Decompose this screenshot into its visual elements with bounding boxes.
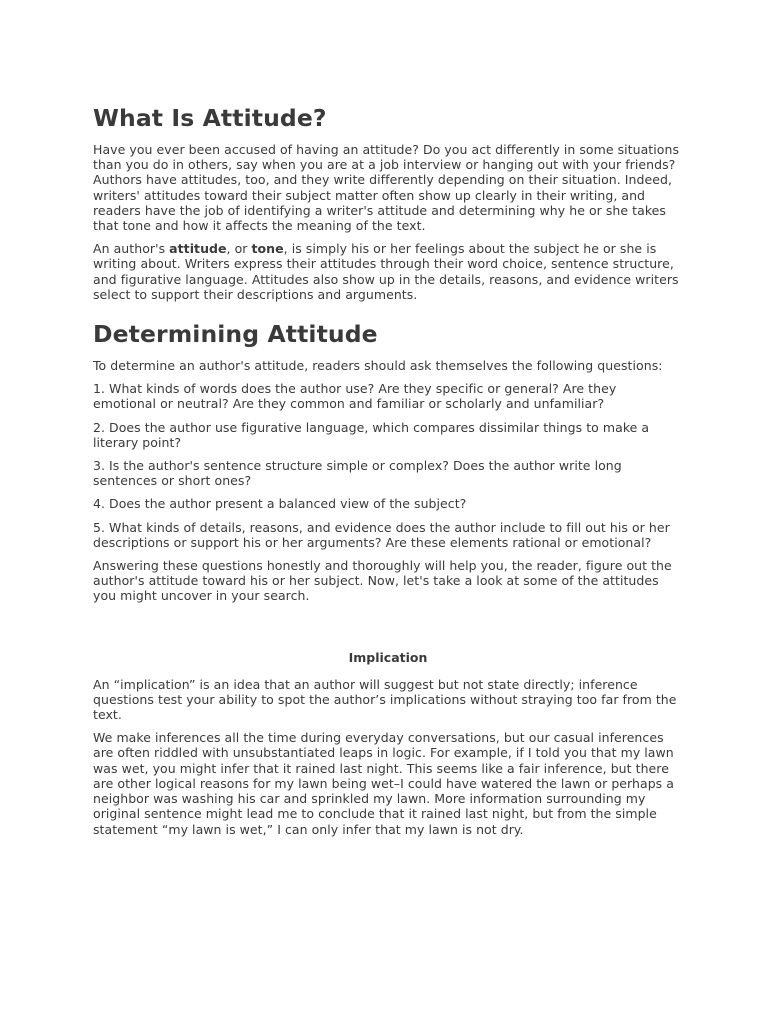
- document-page: [93, 102, 683, 845]
- term-tone: tone: [251, 241, 284, 257]
- question-item: 2. Does the author use figurative language, which compares dissimilar things to make a literary point?: [93, 419, 650, 450]
- definition-prefix: An author's: [93, 241, 170, 257]
- section-heading-implication: Implication: [348, 649, 428, 665]
- paragraph-implication-definition: An “implication” is an idea that an author will suggest but not state directly; inference questions test your ability to spot the author’s implications without straying too far from the text.: [93, 676, 677, 723]
- section-heading-determining-attitude: Determining Attitude: [93, 320, 378, 349]
- paragraph-determining-conclusion: Answering these questions honestly and thoroughly will help you, the reader, figure out the author's attitude toward his or her subject. Now, let's take a look at some of the attitudes you might uncover in your search.: [93, 558, 672, 604]
- definition-middle: , or: [226, 241, 252, 257]
- section-heading-what-is-attitude: What Is Attitude?: [93, 104, 327, 132]
- definition-suffix: , is simply his or her feelings about the subject he or she is writing about. Writers express their attitudes through their word choice, sentence structure, and figurative language. Attitudes also show up in the details, reasons, and evidence writers select to support their descriptions and arguments.: [93, 241, 679, 302]
- paragraph-determining-intro: To determine an author's attitude, readers should ask themselves the following questions:: [93, 358, 663, 374]
- paragraph-attitude-definition: [93, 241, 683, 302]
- question-item: 3. Is the author's sentence structure simple or complex? Does the author write long sentences or short ones?: [93, 458, 622, 489]
- question-item: 1. What kinds of words does the author use? Are they specific or general? Are they emotional or neutral? Are they common and familiar or scholarly and unfamiliar?: [93, 381, 617, 412]
- term-attitude: attitude: [169, 241, 227, 257]
- paragraph-attitude-intro: Have you ever been accused of having an attitude? Do you act differently in some situations than you do in others, say when you are at a job interview or hanging out with your friends? Authors have attitudes, too, and they write differently depending on their situation. Indeed, writers' attitudes toward their subject matter often show up clearly in their writing, and readers have the job of identifying a writer's attitude and determining why he or she takes that tone and how it affects the meaning of the text.: [93, 142, 680, 234]
- paragraph-implication-example: We make inferences all the time during everyday conversations, but our casual inferences are often riddled with unsubstantiated leaps in logic. For example, if I told you that my lawn was wet, you might infer that it rained last night. This seems like a fair inference, but there are other logical reasons for my lawn being wet–I could have watered the lawn or perhaps a neighbor was washing his car and sprinkled my lawn. More information surrounding my original sentence might lead me to conclude that it rained last night, but from the simple statement “my lawn is wet,” I can only infer that my lawn is not dry.: [93, 730, 674, 837]
- question-item: 5. What kinds of details, reasons, and evidence does the author include to fill out his or her descriptions or support his or her arguments? Are these elements rational or emotional?: [93, 519, 670, 550]
- question-item: 4. Does the author present a balanced view of the subject?: [93, 496, 467, 512]
